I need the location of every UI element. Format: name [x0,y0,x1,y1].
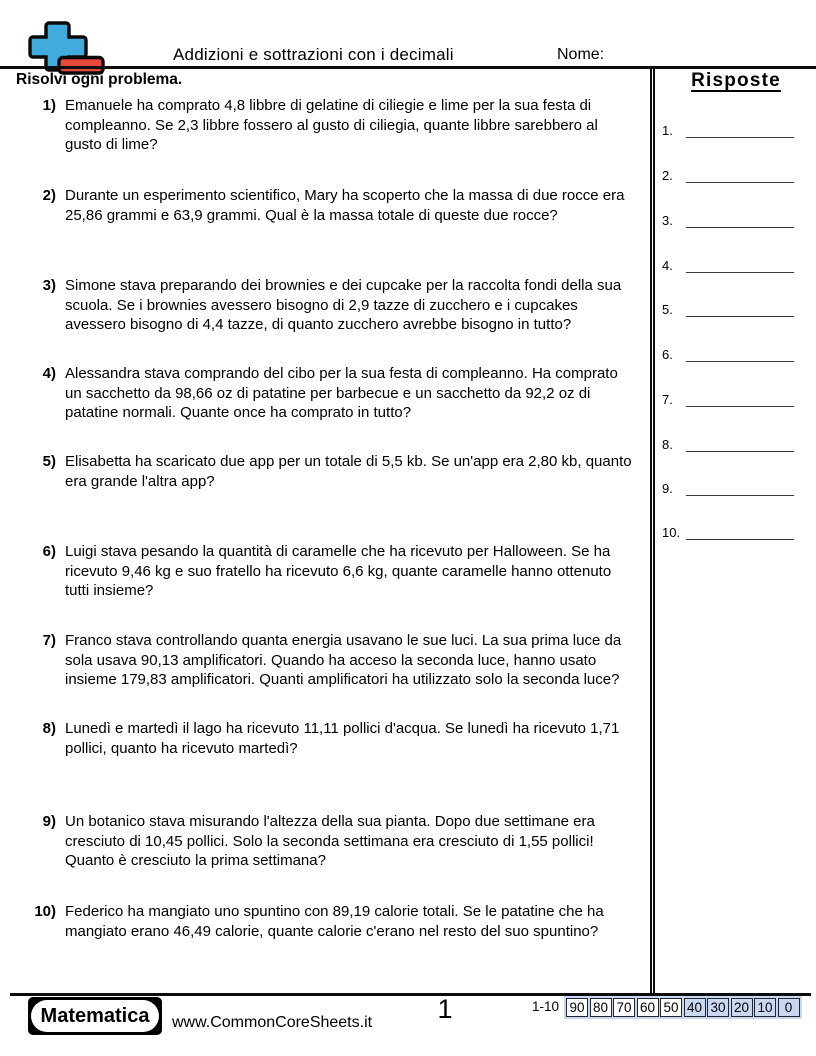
problem-text: Luigi stava pesando la quantità di caramelle che ha ricevuto per Halloween. Se ha ricevuto 9,46 kg e suo fratello ha ricevuto 6,6 kg, quante caramelle hanno ottenuto tutti insieme? [65,543,612,599]
problem-number: 7) [42,632,56,649]
score-cells [564,996,802,1019]
problem-number: 9) [42,813,56,830]
answer-number: 3. [662,213,673,228]
answer-number: 9. [662,481,673,496]
answer-blank-line [686,167,794,183]
answer-row [662,479,794,496]
problem-item [30,276,636,335]
problem-number: 4) [42,365,56,382]
problem-item [30,452,636,491]
answer-number: 10. [662,525,681,540]
answer-blank-line [686,122,794,138]
score-table [532,996,802,1019]
answer-row [662,166,794,183]
answer-row [662,300,794,317]
problem-number: 3) [42,277,56,294]
problem-text: Lunedì e martedì il lago ha ricevuto 11,11 pollici d'acqua. Se lunedì ha ricevuto 1,71 pollici, quanto ha ricevuto martedì? [65,720,620,757]
answer-blank-line [686,346,794,362]
answer-blank-line [686,391,794,407]
score-cell: 50 [660,998,682,1017]
problem-text: Simone stava preparando dei brownies e dei cupcake per la raccolta fondi della sua scuola. Se i brownies avessero bisogno di 2,9 tazze di zucchero e i cupcakes avessero bisogno di 4,4 tazze, di quanto zucchero avrebbe bisogno in tutto? [65,277,622,333]
answer-blank-line [686,480,794,496]
problem-item [30,542,636,601]
score-cell: 80 [590,998,612,1017]
answer-number: 8. [662,437,673,452]
problem-text: Alessandra stava comprando del cibo per la sua festa di compleanno. Ha comprato un sacchetto da 98,66 oz di patatine per barbecue e un sacchetto da 92,2 oz di patatine normali. Quante once ha comprato in tutto? [65,365,618,421]
answer-row [662,121,794,138]
problem-text: Durante un esperimento scientifico, Mary ha scoperto che la massa di due rocce era 25,86 grammi e 63,9 grammi. Qual è la massa totale di queste due rocce? [65,187,625,224]
answer-row [662,523,794,540]
subject-badge [28,997,162,1035]
score-cell: 20 [731,998,753,1017]
score-cell: 40 [684,998,706,1017]
page-title: Addizioni e sottrazioni con i decimali [173,45,454,64]
problem-text: Franco stava controllando quanta energia usavano le sue luci. La sua prima luce da sola usava 90,13 amplificatori. Quando ha acceso la seconda luce, hanno usato insieme 179,83 amplificatori. Quanti amplificatori ha utilizzato solo la seconda luce? [65,632,622,688]
problem-item [30,631,636,690]
score-cell: 60 [637,998,659,1017]
problem-text: Un botanico stava misurando l'altezza della sua pianta. Dopo due settimane era cresciuto di 10,45 pollici. Solo la seconda settimana era cresciuto di 1,55 pollici! Quanto è cresciuto la prima settimana? [65,813,595,869]
answer-row [662,390,794,407]
problem-number: 8) [42,720,56,737]
header-divider [0,66,816,69]
problem-number: 6) [42,543,56,560]
name-label: Nome: [557,46,605,63]
problem-item [30,719,636,758]
answer-blank-line [686,524,794,540]
problem-item [30,902,636,941]
score-cell: 0 [778,998,800,1017]
answers-column-divider [650,68,655,993]
instruction-text: Risolvi ogni problema. [16,71,183,88]
score-cell: 90 [566,998,588,1017]
problem-item [30,186,636,225]
answer-number: 4. [662,258,673,273]
answers-title: Risposte [691,70,781,91]
problem-item [30,364,636,423]
answer-number: 2. [662,168,673,183]
answer-row [662,345,794,362]
answer-number: 1. [662,123,673,138]
answer-number: 7. [662,392,673,407]
problem-text: Elisabetta ha scaricato due app per un totale di 5,5 kb. Se un'app era 2,80 kb, quanto era grande l'altra app? [65,453,632,490]
score-cell: 10 [754,998,776,1017]
problem-number: 1) [42,97,56,114]
score-range-label: 1-10 [532,999,560,1014]
problem-item [30,96,636,155]
problem-text: Emanuele ha comprato 4,8 libbre di gelatine di ciliegie e lime per la sua festa di compleanno. Se 2,3 libbre fossero al gusto di ciliegia, quante libbre sarebbero al gusto di lime? [65,97,598,153]
answer-row [662,256,794,273]
answer-row [662,211,794,228]
page-number: 1 [437,994,453,1024]
answer-number: 6. [662,347,673,362]
answer-blank-line [686,301,794,317]
problem-text: Federico ha mangiato uno spuntino con 89,19 calorie totali. Se le patatine che ha mangiato erano 46,49 calorie, quante calorie c'erano nel resto del suo spuntino? [65,903,604,940]
problem-number: 10) [34,903,56,920]
problem-number: 2) [42,187,56,204]
score-cell: 30 [707,998,729,1017]
answer-row [662,435,794,452]
website-url: www.CommonCoreSheets.it [172,1014,373,1031]
problem-item [30,812,636,871]
score-cell: 70 [613,998,635,1017]
answer-blank-line [686,212,794,228]
answer-blank-line [686,257,794,273]
answer-blank-line [686,436,794,452]
answer-number: 5. [662,302,673,317]
subject-badge-label: Matematica [31,1000,159,1032]
problem-number: 5) [42,453,56,470]
